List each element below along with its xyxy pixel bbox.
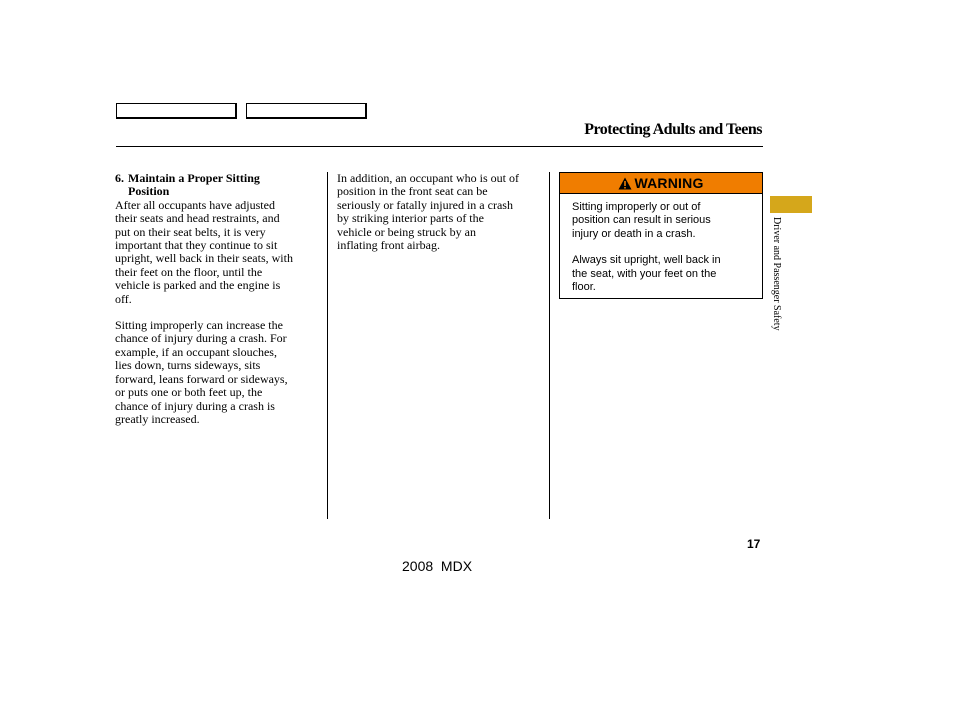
text-line: vehicle or being struck by an <box>337 224 476 239</box>
text-line: Sitting improperly can increase the <box>115 318 283 333</box>
text-line: by striking interior parts of the <box>337 211 484 226</box>
paragraph-seating <box>115 199 320 306</box>
section-tab[interactable] <box>770 196 812 213</box>
header-divider <box>116 146 763 147</box>
paragraph-out-of-position <box>337 172 545 252</box>
column-divider-left <box>327 172 328 519</box>
text-line: chance of injury during a crash. For <box>115 331 287 346</box>
text-line: inflating front airbag. <box>337 238 440 253</box>
paragraph-injury-risk <box>115 319 320 426</box>
middle-column <box>337 172 545 252</box>
page-title: Protecting Adults and Teens <box>584 121 762 138</box>
text-line: example, if an occupant slouches, <box>115 344 277 359</box>
warning-banner <box>560 173 762 194</box>
text-line: vehicle is parked and the engine is <box>115 278 281 293</box>
footer-model: 2008 MDX <box>402 558 473 574</box>
warning-line: Always sit upright, well back in <box>572 254 721 267</box>
text-line: chance of injury during a crash is <box>115 398 275 413</box>
text-line: forward, leans forward or sideways, <box>115 371 288 386</box>
text-line: lies down, turns sideways, sits <box>115 358 261 373</box>
text-line: or puts one or both feet up, the <box>115 385 263 400</box>
text-line: seriously or fatally injured in a crash <box>337 197 513 212</box>
text-line: upright, well back in their seats, with <box>115 251 293 266</box>
page-number: 17 <box>747 537 761 551</box>
section-heading-line-2: Position <box>128 184 170 199</box>
text-line: off. <box>115 291 132 306</box>
text-line: put on their seat belts, it is very <box>115 224 266 239</box>
nav-button-next[interactable] <box>246 103 367 119</box>
text-line: their feet on the floor, until the <box>115 264 263 279</box>
warning-line: position can result in serious <box>572 214 711 227</box>
text-line: After all occupants have adjusted <box>115 197 275 212</box>
warning-line: the seat, with your feet on the <box>572 267 717 280</box>
section-heading <box>115 172 320 199</box>
text-line: In addition, an occupant who is out of <box>337 171 519 185</box>
text-line: position in the front seat can be <box>337 184 488 199</box>
column-divider-right <box>549 172 550 519</box>
nav-button-previous[interactable] <box>116 103 237 119</box>
warning-line: injury or death in a crash. <box>572 227 696 240</box>
left-column <box>115 172 320 426</box>
warning-body <box>560 194 762 294</box>
warning-label: WARNING <box>634 175 704 191</box>
text-line: greatly increased. <box>115 411 200 426</box>
warning-triangle-icon <box>618 177 632 190</box>
text-line: important that they continue to sit <box>115 238 278 253</box>
section-heading-line-1: Maintain a Proper Sitting <box>128 171 260 185</box>
text-line: their seats and head restraints, and <box>115 211 280 226</box>
section-tab-label: Driver and Passenger Safety <box>771 217 782 331</box>
section-number: 6. <box>115 171 124 185</box>
warning-box <box>559 172 763 299</box>
warning-line: Sitting improperly or out of <box>572 201 701 213</box>
warning-line: floor. <box>572 281 596 294</box>
